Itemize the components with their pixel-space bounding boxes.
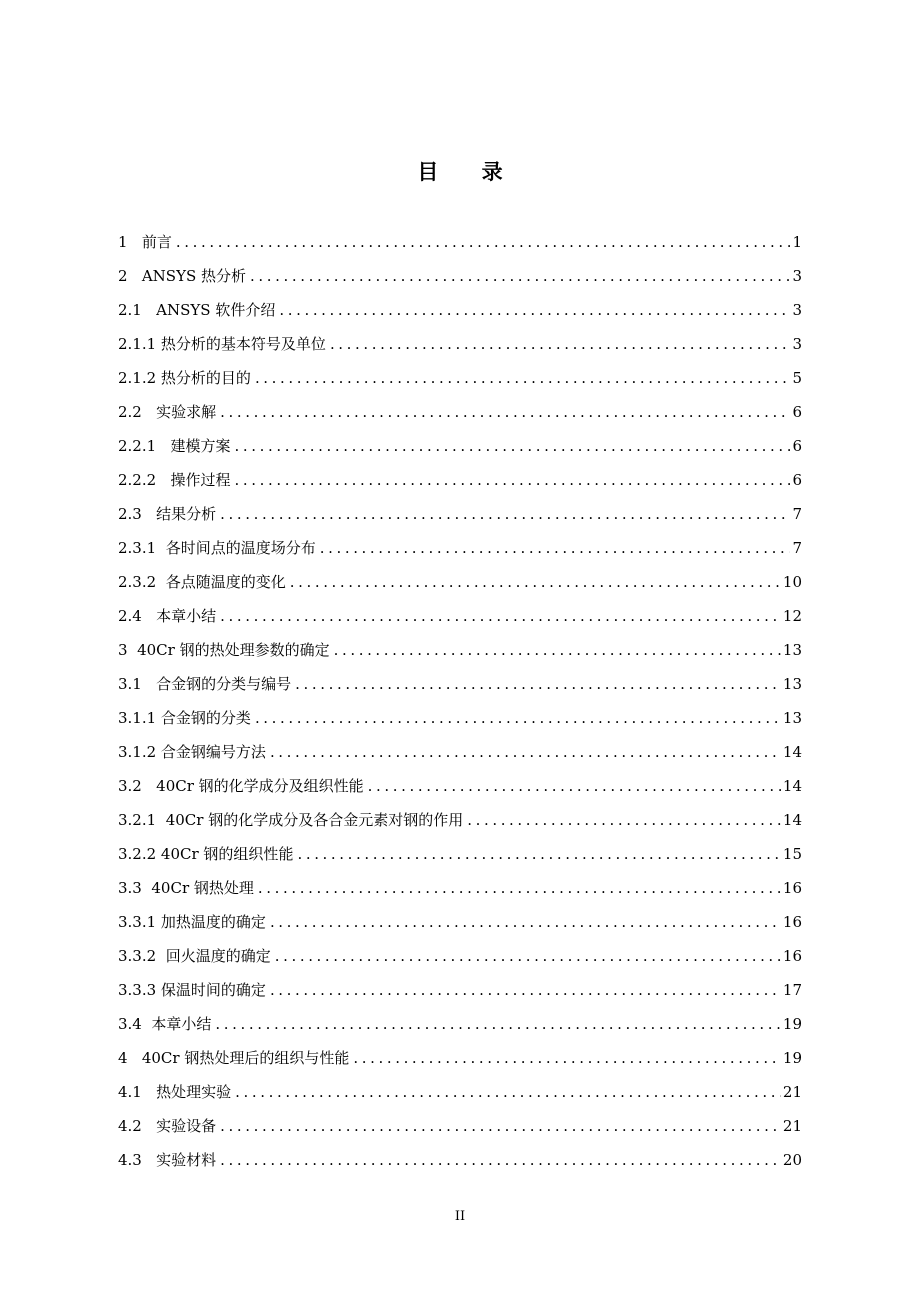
- toc-entry-label: 2.2.1 建模方案: [118, 437, 231, 455]
- toc-dot-leader: [275, 942, 781, 970]
- toc-dot-leader: [353, 1044, 781, 1072]
- toc-dot-leader: [279, 296, 790, 324]
- toc-entry[interactable]: [118, 738, 802, 772]
- toc-dot-leader: [250, 262, 790, 290]
- toc-entry-page: 21: [782, 1083, 802, 1101]
- toc-dot-leader: [334, 636, 781, 664]
- toc-entry-label: 2.3 结果分析: [118, 505, 217, 523]
- toc-entry[interactable]: [118, 874, 802, 908]
- toc-entry[interactable]: [118, 398, 802, 432]
- toc-entry-label: 3.2.1 40Cr 钢的化学成分及各合金元素对钢的作用: [118, 811, 464, 829]
- toc-entry[interactable]: [118, 1010, 802, 1044]
- toc-dot-leader: [270, 738, 781, 766]
- toc-dot-leader: [270, 976, 781, 1004]
- toc-entry-label: 3.3 40Cr 钢热处理: [118, 879, 254, 897]
- toc-entry[interactable]: [118, 432, 802, 466]
- toc-entry-label: 3.1.1 合金钢的分类: [118, 709, 251, 727]
- toc-entry-label: 2.2.2 操作过程: [118, 471, 231, 489]
- toc-entry-page: 21: [782, 1117, 802, 1135]
- toc-dot-leader: [297, 840, 780, 868]
- toc-entry[interactable]: [118, 466, 802, 500]
- toc-entry[interactable]: [118, 976, 802, 1010]
- toc-entry-label: 3.1 合金钢的分类与编号: [118, 675, 292, 693]
- toc-entry-page: 17: [782, 981, 802, 999]
- toc-entry-label: 3.3.1 加热温度的确定: [118, 913, 266, 931]
- toc-entry-page: 6: [792, 403, 802, 421]
- toc-entry-page: 13: [782, 709, 802, 727]
- toc-entry[interactable]: [118, 1112, 802, 1146]
- toc-entry-page: 7: [792, 539, 802, 557]
- toc-dot-leader: [234, 466, 790, 494]
- toc-entry-label: 2.3.1 各时间点的温度场分布: [118, 539, 316, 557]
- toc-dot-leader: [220, 1112, 781, 1140]
- toc-entry-label: 2.3.2 各点随温度的变化: [118, 573, 286, 591]
- toc-entry[interactable]: [118, 840, 802, 874]
- toc-dot-leader: [215, 1010, 781, 1038]
- toc-entry[interactable]: [118, 704, 802, 738]
- toc-dot-leader: [290, 568, 781, 596]
- toc-entry[interactable]: [118, 908, 802, 942]
- toc-entry[interactable]: [118, 942, 802, 976]
- toc-entry-page: 3: [792, 267, 802, 285]
- toc-dot-leader: [220, 398, 790, 426]
- toc-dot-leader: [220, 1146, 781, 1174]
- toc-entry-label: 3 40Cr 钢的热处理参数的确定: [118, 641, 330, 659]
- toc-entry-page: 14: [782, 743, 802, 761]
- page-number: II: [454, 1209, 466, 1224]
- page-title: 目 录: [417, 160, 521, 184]
- toc-entry-page: 7: [792, 505, 802, 523]
- toc-entry[interactable]: [118, 296, 802, 330]
- toc-entry-label: 3.1.2 合金钢编号方法: [118, 743, 266, 761]
- toc-dot-leader: [255, 704, 781, 732]
- toc-dot-leader: [220, 602, 781, 630]
- toc-entry-page: 3: [792, 335, 802, 353]
- toc-entry-page: 20: [782, 1151, 802, 1169]
- toc-dot-leader: [258, 874, 781, 902]
- toc-entry-page: 15: [782, 845, 802, 863]
- toc-entry-label: 3.4 本章小结: [118, 1015, 212, 1033]
- toc-entry-label: 2.1.1 热分析的基本符号及单位: [118, 335, 326, 353]
- toc-entry-label: 3.3.3 保温时间的确定: [118, 981, 266, 999]
- toc-entry-page: 6: [792, 437, 802, 455]
- toc-entry-label: 2.1.2 热分析的目的: [118, 369, 251, 387]
- toc-entry-page: 14: [782, 777, 802, 795]
- toc-entry[interactable]: [118, 602, 802, 636]
- toc-entry-page: 10: [782, 573, 802, 591]
- toc-dot-leader: [255, 364, 791, 392]
- toc-dot-leader: [467, 806, 781, 834]
- toc-dot-leader: [220, 500, 790, 528]
- toc-entry[interactable]: [118, 568, 802, 602]
- toc-entry[interactable]: [118, 806, 802, 840]
- toc-entry-label: 4 40Cr 钢热处理后的组织与性能: [118, 1049, 350, 1067]
- toc-entry[interactable]: [118, 636, 802, 670]
- toc-entry[interactable]: [118, 500, 802, 534]
- toc-entry-label: 2.1 ANSYS 软件介绍: [118, 301, 276, 319]
- toc-entry-label: 3.2.2 40Cr 钢的组织性能: [118, 845, 294, 863]
- toc-entry[interactable]: [118, 330, 802, 364]
- toc-entry[interactable]: [118, 1146, 802, 1180]
- toc-entry[interactable]: [118, 772, 802, 806]
- toc-entry[interactable]: [118, 1078, 802, 1112]
- toc-entry-page: 6: [792, 471, 802, 489]
- toc-entry[interactable]: [118, 534, 802, 568]
- toc-entry-label: 2.2 实验求解: [118, 403, 217, 421]
- toc-entry[interactable]: [118, 262, 802, 296]
- toc-entry-page: 1: [792, 233, 802, 251]
- toc-entry-page: 19: [782, 1015, 802, 1033]
- toc-entry-label: 1 前言: [118, 233, 172, 251]
- toc-entry-label: 4.1 热处理实验: [118, 1083, 232, 1101]
- toc-entry-page: 13: [782, 641, 802, 659]
- toc-entry-page: 19: [782, 1049, 802, 1067]
- toc-entry[interactable]: [118, 228, 802, 262]
- toc-dot-leader: [176, 228, 791, 256]
- toc-entry-label: 2 ANSYS 热分析: [118, 267, 247, 285]
- toc-entry-page: 16: [782, 913, 802, 931]
- toc-entry[interactable]: [118, 670, 802, 704]
- toc-entry-label: 3.2 40Cr 钢的化学成分及组织性能: [118, 777, 364, 795]
- toc-entry-label: 4.2 实验设备: [118, 1117, 217, 1135]
- toc-entry-page: 3: [792, 301, 802, 319]
- toc-dot-leader: [235, 1078, 781, 1106]
- table-of-contents: [118, 228, 802, 1180]
- toc-entry-page: 13: [782, 675, 802, 693]
- toc-entry-page: 16: [782, 879, 802, 897]
- toc-dot-leader: [320, 534, 791, 562]
- toc-dot-leader: [330, 330, 791, 358]
- toc-dot-leader: [368, 772, 781, 800]
- toc-entry-page: 16: [782, 947, 802, 965]
- toc-entry[interactable]: [118, 1044, 802, 1078]
- toc-entry[interactable]: [118, 364, 802, 398]
- toc-entry-page: 14: [782, 811, 802, 829]
- toc-entry-label: 4.3 实验材料: [118, 1151, 217, 1169]
- toc-dot-leader: [295, 670, 781, 698]
- toc-entry-label: 3.3.2 回火温度的确定: [118, 947, 271, 965]
- toc-dot-leader: [270, 908, 781, 936]
- toc-entry-page: 5: [792, 369, 802, 387]
- toc-entry-label: 2.4 本章小结: [118, 607, 217, 625]
- toc-entry-page: 12: [782, 607, 802, 625]
- toc-dot-leader: [234, 432, 790, 460]
